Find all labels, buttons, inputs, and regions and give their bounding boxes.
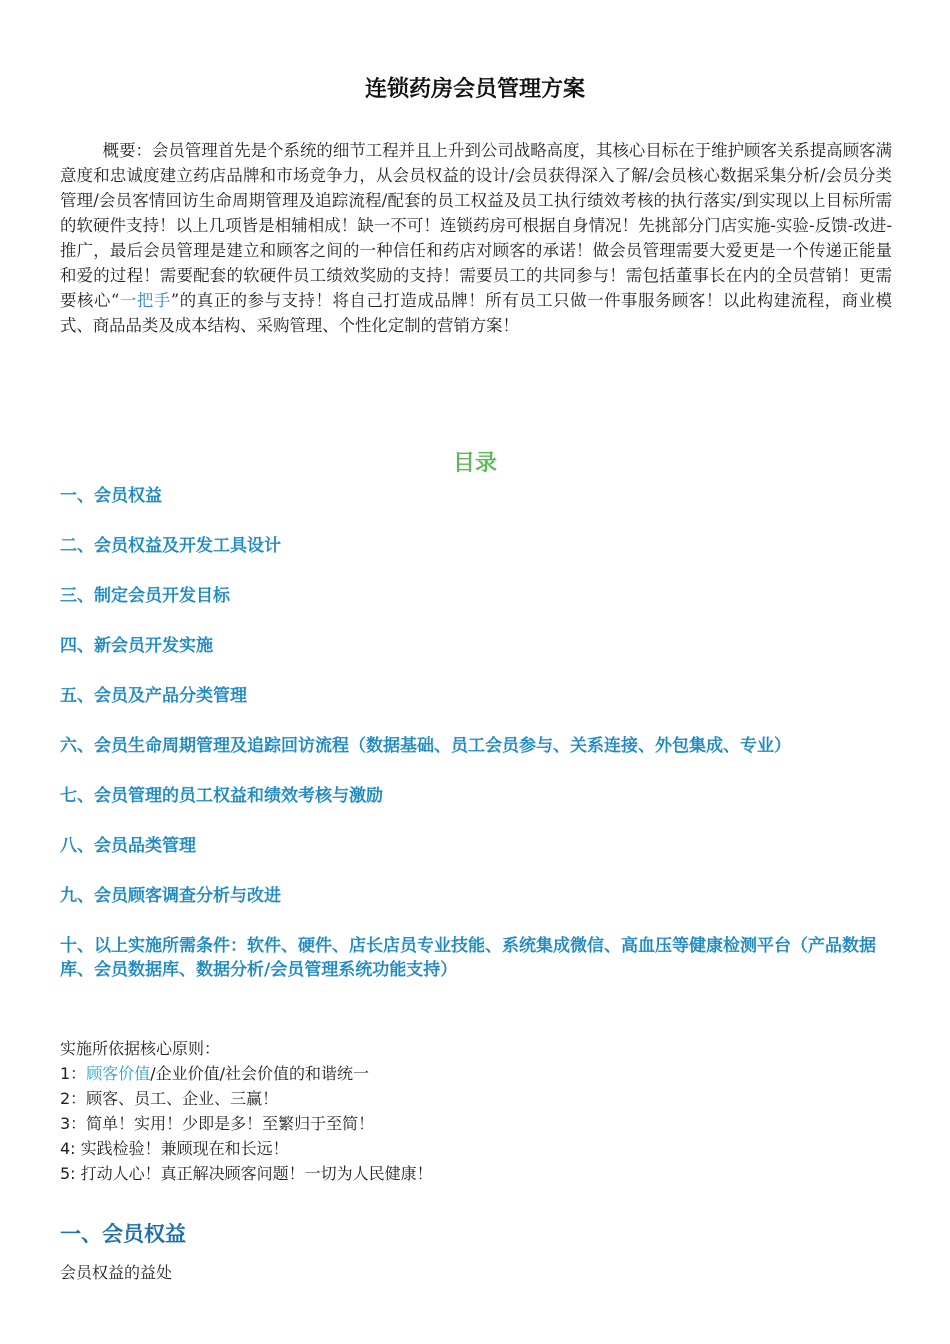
- toc-item[interactable]: 二、会员权益及开发工具设计: [60, 536, 281, 556]
- section-heading: 一、会员权益: [60, 1222, 186, 1246]
- principle-item: [60, 1061, 900, 1086]
- principle-item: 5: 打动人心！真正解决顾客问题！一切为人民健康！: [60, 1164, 433, 1183]
- toc-item[interactable]: 五、会员及产品分类管理: [60, 686, 247, 706]
- toc-item[interactable]: 四、新会员开发实施: [60, 636, 213, 656]
- principles-heading: 实施所依据核心原则：: [60, 1039, 221, 1058]
- toc-item[interactable]: 九、会员顾客调查分析与改进: [60, 886, 281, 906]
- table-of-contents: [60, 484, 900, 982]
- toc-item[interactable]: 八、会员品类管理: [60, 836, 196, 856]
- principle-item: 3：简单！实用！少即是多！至繁归于至简！: [60, 1114, 375, 1133]
- summary-highlight: 一把手: [119, 291, 171, 310]
- principle-text: /企业价值/社会价值的和谐统一: [150, 1064, 369, 1083]
- summary-text-part2: ”的真正的参与支持！将自己打造成品牌！所有员工只做一件事服务顾客！以此构建流程，商业模式、商品品类及成本结构、采购管理、个性化定制的营销方案！: [60, 291, 892, 335]
- toc-item[interactable]: 三、制定会员开发目标: [60, 586, 230, 606]
- toc-item[interactable]: 一、会员权益: [60, 486, 162, 506]
- principle-item: 4: 实践检验！兼顾现在和长远！: [60, 1139, 289, 1158]
- summary-paragraph: [60, 138, 892, 338]
- toc-item[interactable]: 十、以上实施所需条件：软件、硬件、店长店员专业技能、系统集成微信、高血压等健康检测平台（产品数据库、会员数据库、数据分析/会员管理系统功能支持）: [60, 936, 876, 980]
- principle-highlight: 顾客价值: [86, 1064, 151, 1083]
- core-principles: [60, 1036, 900, 1186]
- toc-item[interactable]: 六、会员生命周期管理及追踪回访流程（数据基础、员工会员参与、关系连接、外包集成、专业）: [60, 736, 791, 756]
- principle-number: 1：: [60, 1064, 87, 1083]
- toc-title: 目录: [452, 451, 497, 476]
- document-title: 连锁药房会员管理方案: [364, 77, 585, 102]
- summary-text-part1: 概要：会员管理首先是个系统的细节工程并且上升到公司战略高度，其核心目标在于维护顾客关系提高顾客满意度和忠诚度建立药店品牌和市场竞争力，从会员权益的设计/会员获得深入了解/会员核心数据采集分析/会员分类管理/会员客情回访生命周期管理及追踪流程/配套的员工权益及员工执行绩效考核的执行落实/到实现以上目标所需的软硬件支持！以上几项皆是相辅相成！缺一不可！连锁药房可根据自身情况！先挑部分门店实施-实验-反馈-改进-推广，最后会员管理是建立和顾客之间的一种信任和药店对顾客的承诺！做会员管理需要大爱更是一个传递正能量和爱的过程！需要配套的软硬件员工绩效奖励的支持！需要员工的共同参与！需包括董事长在内的全员营销！更需要核心“: [60, 141, 892, 310]
- section-subtext: 会员权益的益处: [60, 1263, 173, 1282]
- toc-item[interactable]: 七、会员管理的员工权益和绩效考核与激励: [60, 786, 383, 806]
- principle-item: 2：顾客、员工、企业、三赢！: [60, 1089, 279, 1108]
